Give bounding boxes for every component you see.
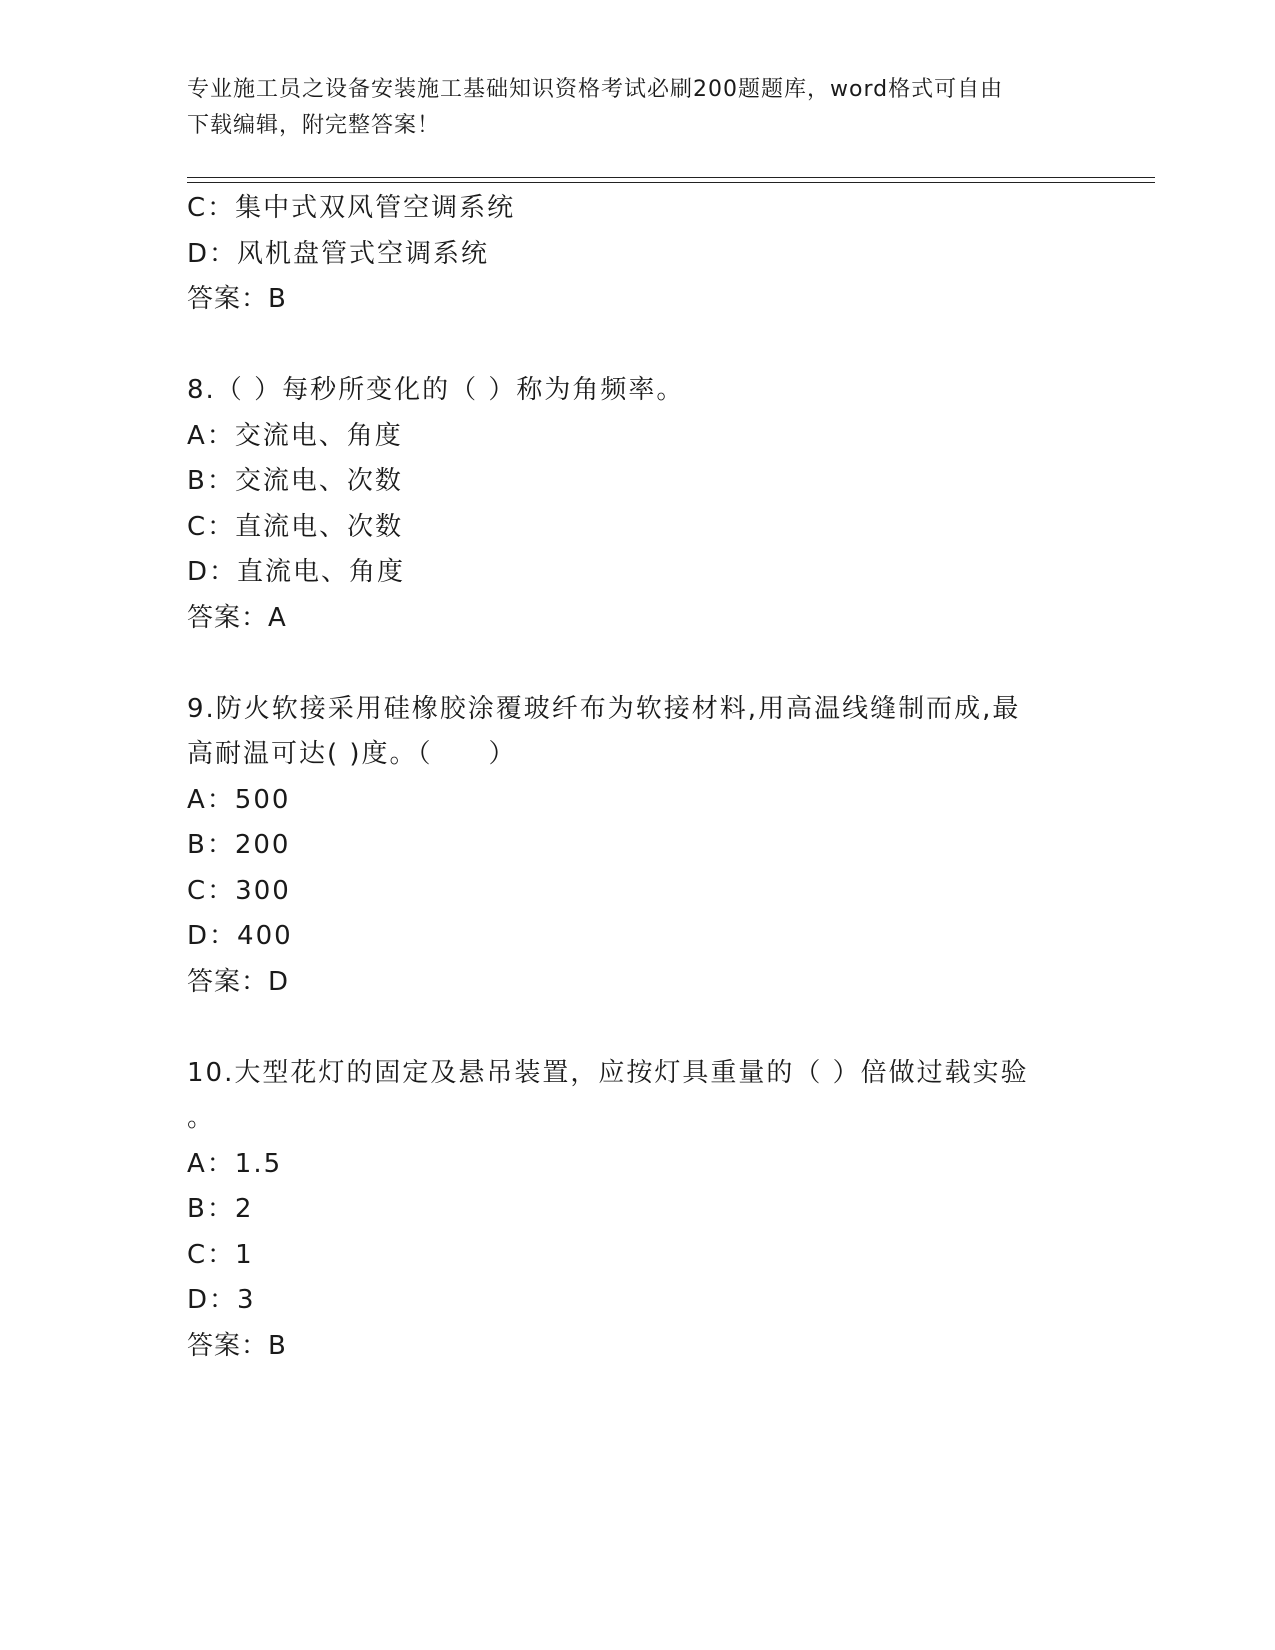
answer-line: 答案：B <box>187 1330 287 1361</box>
question-block-8 <box>187 368 1087 641</box>
option-c: C：1 <box>187 1239 254 1270</box>
answer-line: 答案：D <box>187 966 290 997</box>
question-stem-line-2: 高耐温可达( )度。（ ） <box>187 739 517 769</box>
question-list <box>187 186 1087 1369</box>
option-b: B：交流电、次数 <box>187 466 403 496</box>
option-c: C：300 <box>187 875 291 906</box>
option-d: D：3 <box>187 1285 256 1315</box>
document-header <box>187 72 1067 144</box>
question-stem-line-1: 9.防火软接采用硅橡胶涂覆玻纤布为软接材料,用高温线缝制而成,最 <box>187 693 1021 724</box>
spacer <box>187 323 1087 369</box>
spacer <box>187 641 1087 687</box>
option-b: B：2 <box>187 1194 254 1224</box>
option-a: A：1.5 <box>187 1148 283 1179</box>
option-c: C：集中式双风管空调系统 <box>187 193 516 223</box>
option-a: A：交流电、角度 <box>187 420 403 451</box>
question-stem-line-2: 。 <box>187 1103 216 1133</box>
option-d: D：风机盘管式空调系统 <box>187 238 490 269</box>
option-d: D：直流电、角度 <box>187 557 406 587</box>
question-block-10 <box>187 1051 1087 1370</box>
answer-line: 答案：A <box>187 602 287 633</box>
question-block-previous <box>187 186 1087 323</box>
option-d: D：400 <box>187 921 293 951</box>
header-divider-bottom <box>187 182 1155 183</box>
option-c: C：直流电、次数 <box>187 511 404 542</box>
spacer <box>187 1005 1087 1051</box>
header-title-line-1: 专业施工员之设备安装施工基础知识资格考试必刷200题题库，word格式可自由 <box>187 77 1004 102</box>
answer-line: 答案：B <box>187 284 287 314</box>
header-title-line-2: 下载编辑，附完整答案！ <box>187 113 441 138</box>
header-divider-top <box>187 177 1155 178</box>
option-b: B：200 <box>187 830 291 860</box>
question-block-9 <box>187 687 1087 1006</box>
question-stem-line-1: 10.大型花灯的固定及悬吊装置，应按灯具重量的（ ）倍做过载实验 <box>187 1057 1029 1088</box>
option-a: A：500 <box>187 784 291 815</box>
question-stem: 8.（ ）每秒所变化的（ ）称为角频率。 <box>187 375 685 405</box>
